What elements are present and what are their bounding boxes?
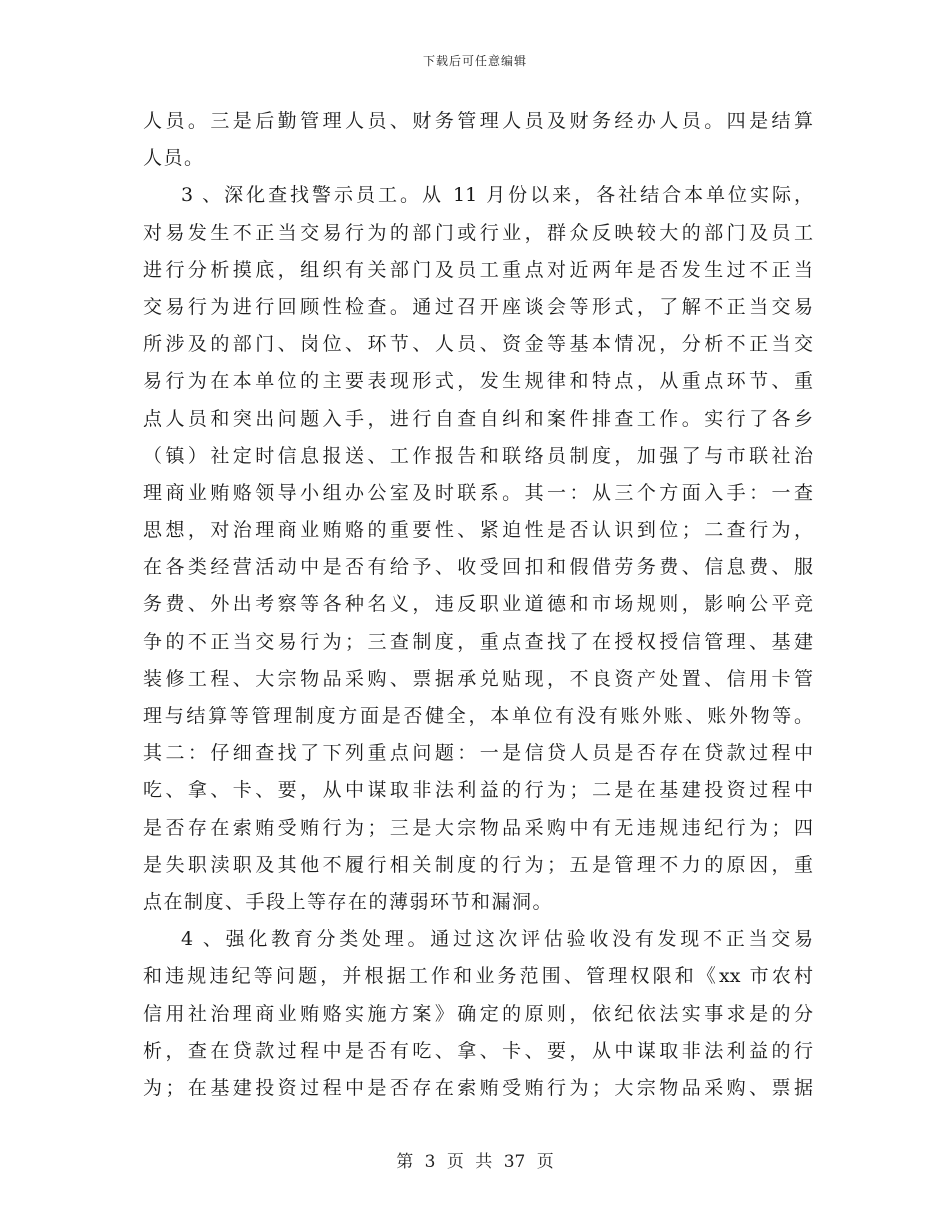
body-line: 务费、外出考察等各种名义，违反职业道德和市场规则，影响公平竞 [143,593,813,616]
paragraph-start-line: 3 、深化查找警示员工。从 11 月份以来，各社结合本单位实际， [181,184,813,207]
paragraph-start-line: 4 、强化教育分类处理。通过这次评估验收没有发现不正当交易 [181,928,813,951]
body-line: 对易发生不正当交易行为的部门或行业，群众反映较大的部门及员工 [143,221,813,244]
body-line: 进行分析摸底，组织有关部门及员工重点对近两年是否发生过不正当 [143,258,813,281]
body-line: 其二：仔细查找了下列重点问题：一是信贷人员是否存在贷款过程中 [143,742,813,765]
body-line: 点在制度、手段上等存在的薄弱环节和漏洞。 [143,890,554,913]
body-line: 人员。三是后勤管理人员、财务管理人员及财务经办人员。四是结算 [143,110,813,132]
body-line: 理商业贿赂领导小组办公室及时联系。其一：从三个方面入手：一查 [143,481,813,504]
body-line: 易行为在本单位的主要表现形式，发生规律和特点，从重点环节、重 [143,370,813,393]
body-line: 信用社治理商业贿赂实施方案》确定的原则，依纪依法实事求是的分 [143,1002,813,1025]
body-line: 装修工程、大宗物品采购、票据承兑贴现，不良资产处置、信用卡管 [143,667,813,690]
body-line: 所涉及的部门、岗位、环节、人员、资金等基本情况，分析不正当交 [143,333,813,356]
body-line: 理与结算等管理制度方面是否健全，本单位有没有账外账、账外物等。 [143,705,813,727]
body-line: 在各类经营活动中是否有给予、收受回扣和假借劳务费、信息费、服 [143,556,813,579]
body-line: 吃、拿、卡、要，从中谋取非法利益的行为；二是在基建投资过程中 [143,779,813,802]
page-number: 第 3 页 共 37 页 [396,1152,554,1172]
body-line: （镇）社定时信息报送、工作报告和联络员制度，加强了与市联社治 [143,444,813,467]
page-header: 下载后可任意编辑 [422,54,527,68]
body-line: 析，查在贷款过程中是否有吃、拿、卡、要，从中谋取非法利益的行 [143,1039,813,1062]
body-line: 人员。 [143,147,205,170]
body-line: 点人员和突出问题入手，进行自查自纠和案件排查工作。实行了各乡 [143,407,813,430]
body-line: 为；在基建投资过程中是否存在索贿受贿行为；大宗物品采购、票据 [143,1076,813,1099]
body-line: 是否存在索贿受贿行为；三是大宗物品采购中有无违规违纪行为；四 [143,816,813,839]
document-body [143,103,813,1107]
body-line: 是失职渎职及其他不履行相关制度的行为；五是管理不力的原因，重 [143,853,813,876]
body-line: 交易行为进行回顾性检查。通过召开座谈会等形式，了解不正当交易 [143,295,813,318]
body-line: 和违规违纪等问题，并根据工作和业务范围、管理权限和《xx 市农村 [143,965,813,988]
body-line: 争的不正当交易行为；三查制度，重点查找了在授权授信管理、基建 [143,630,813,653]
body-line: 思想，对治理商业贿赂的重要性、紧迫性是否认识到位；二查行为， [143,519,813,542]
